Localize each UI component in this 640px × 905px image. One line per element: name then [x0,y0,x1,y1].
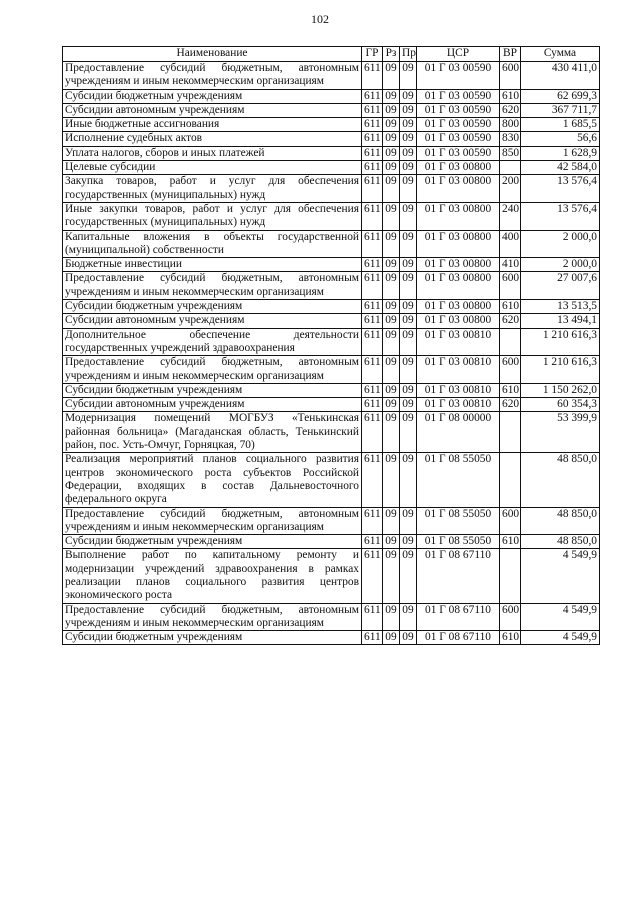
cell-pr: 09 [400,175,417,203]
table-row [63,62,600,90]
cell-amount: 1 210 616,3 [521,356,600,384]
cell-name: Дополнительное обеспечение деятельности государственных учреждений здравоохранения [63,328,362,356]
cell-amount: 27 007,6 [521,272,600,300]
cell-csr: 01 Г 03 00810 [417,398,500,412]
cell-vr: 600 [500,507,521,535]
table-row [63,230,600,258]
cell-amount: 4 549,9 [521,549,600,603]
cell-rz: 09 [383,398,400,412]
table-header-row [63,47,600,62]
cell-gr: 611 [362,603,383,631]
cell-csr: 01 Г 08 00000 [417,412,500,453]
cell-gr: 611 [362,631,383,645]
cell-vr: 600 [500,272,521,300]
cell-amount: 1 210 616,3 [521,328,600,356]
cell-amount: 48 850,0 [521,507,600,535]
cell-gr: 611 [362,230,383,258]
cell-rz: 09 [383,356,400,384]
cell-rz: 09 [383,258,400,272]
cell-gr: 611 [362,146,383,160]
table-row [63,258,600,272]
cell-pr: 09 [400,300,417,314]
cell-name: Субсидии автономным учреждениям [63,103,362,117]
table-row [63,507,600,535]
cell-name: Субсидии бюджетным учреждениям [63,383,362,397]
table-body [63,62,600,645]
budget-table [62,46,600,645]
cell-csr: 01 Г 03 00590 [417,118,500,132]
cell-amount: 2 000,0 [521,230,600,258]
cell-name: Выполнение работ по капитальному ремонту и модернизации учреждений здравоохранения в рамках реализации планов социального развития центров экономического роста [63,549,362,603]
table-row [63,453,600,507]
cell-vr: 610 [500,535,521,549]
cell-name: Модернизация помещений МОГБУЗ «Тенькинская районная больница» (Магаданская область, Тенькинский район, пос. Усть-Омчуг, Горняцкая, 70) [63,412,362,453]
header-csr: ЦСР [417,47,500,62]
cell-csr: 01 Г 03 00810 [417,356,500,384]
table-row [63,383,600,397]
cell-gr: 611 [362,328,383,356]
cell-vr: 610 [500,383,521,397]
cell-csr: 01 Г 08 67110 [417,631,500,645]
cell-name: Субсидии бюджетным учреждениям [63,89,362,103]
cell-name: Предоставление субсидий бюджетным, автономным учреждениям и иным некоммерческим организациям [63,507,362,535]
table-row [63,202,600,230]
header-gr: ГР [362,47,383,62]
cell-vr: 600 [500,62,521,90]
table-row [63,103,600,117]
cell-name: Предоставление субсидий бюджетным, автономным учреждениям и иным некоммерческим организациям [63,603,362,631]
cell-pr: 09 [400,314,417,328]
cell-gr: 611 [362,258,383,272]
cell-pr: 09 [400,453,417,507]
table-row [63,146,600,160]
table-row [63,118,600,132]
cell-gr: 611 [362,356,383,384]
cell-csr: 01 Г 03 00800 [417,161,500,175]
cell-pr: 09 [400,549,417,603]
cell-gr: 611 [362,272,383,300]
cell-csr: 01 Г 03 00800 [417,258,500,272]
cell-amount: 1 150 262,0 [521,383,600,397]
cell-vr: 620 [500,103,521,117]
cell-vr: 240 [500,202,521,230]
header-name: Наименование [63,47,362,62]
cell-name: Субсидии автономным учреждениям [63,314,362,328]
cell-rz: 09 [383,118,400,132]
cell-amount: 13 576,4 [521,175,600,203]
cell-vr [500,453,521,507]
cell-rz: 09 [383,230,400,258]
cell-rz: 09 [383,314,400,328]
cell-amount: 13 494,1 [521,314,600,328]
cell-vr: 620 [500,398,521,412]
cell-name: Субсидии бюджетным учреждениям [63,300,362,314]
cell-csr: 01 Г 03 00810 [417,328,500,356]
cell-vr: 610 [500,631,521,645]
cell-amount: 13 576,4 [521,202,600,230]
table-row [63,412,600,453]
cell-gr: 611 [362,202,383,230]
table-row [63,161,600,175]
cell-name: Бюджетные инвестиции [63,258,362,272]
cell-pr: 09 [400,507,417,535]
cell-vr: 600 [500,356,521,384]
cell-pr: 09 [400,161,417,175]
cell-pr: 09 [400,631,417,645]
header-pr: Пр [400,47,417,62]
cell-csr: 01 Г 03 00800 [417,314,500,328]
cell-amount: 4 549,9 [521,631,600,645]
cell-pr: 09 [400,258,417,272]
cell-pr: 09 [400,535,417,549]
cell-gr: 611 [362,549,383,603]
cell-name: Иные закупки товаров, работ и услуг для обеспечения государственных (муниципальных) нужд [63,202,362,230]
cell-csr: 01 Г 03 00590 [417,146,500,160]
table-row [63,272,600,300]
cell-pr: 09 [400,103,417,117]
cell-amount: 48 850,0 [521,453,600,507]
cell-pr: 09 [400,89,417,103]
cell-vr: 850 [500,146,521,160]
cell-pr: 09 [400,356,417,384]
cell-amount: 62 699,3 [521,89,600,103]
cell-pr: 09 [400,603,417,631]
cell-csr: 01 Г 03 00800 [417,175,500,203]
page-number: 102 [311,12,329,26]
cell-vr [500,549,521,603]
cell-vr: 610 [500,300,521,314]
cell-gr: 611 [362,507,383,535]
cell-rz: 09 [383,62,400,90]
cell-pr: 09 [400,272,417,300]
cell-gr: 611 [362,161,383,175]
cell-csr: 01 Г 03 00590 [417,89,500,103]
cell-vr: 200 [500,175,521,203]
cell-csr: 01 Г 03 00590 [417,62,500,90]
table-row [63,356,600,384]
cell-rz: 09 [383,89,400,103]
table-row [63,314,600,328]
cell-rz: 09 [383,412,400,453]
cell-vr: 610 [500,89,521,103]
cell-csr: 01 Г 03 00800 [417,300,500,314]
cell-gr: 611 [362,300,383,314]
table-row [63,631,600,645]
cell-gr: 611 [362,103,383,117]
header-rz: Рз [383,47,400,62]
table-row [63,300,600,314]
cell-rz: 09 [383,535,400,549]
cell-amount: 4 549,9 [521,603,600,631]
cell-pr: 09 [400,146,417,160]
cell-vr [500,328,521,356]
cell-gr: 611 [362,412,383,453]
cell-name: Субсидии бюджетным учреждениям [63,631,362,645]
cell-rz: 09 [383,383,400,397]
table-row [63,603,600,631]
cell-amount: 60 354,3 [521,398,600,412]
cell-vr: 400 [500,230,521,258]
cell-csr: 01 Г 03 00810 [417,383,500,397]
cell-rz: 09 [383,631,400,645]
cell-rz: 09 [383,549,400,603]
cell-rz: 09 [383,175,400,203]
cell-amount: 2 000,0 [521,258,600,272]
header-vr: ВР [500,47,521,62]
cell-csr: 01 Г 03 00800 [417,230,500,258]
cell-vr: 620 [500,314,521,328]
cell-amount: 430 411,0 [521,62,600,90]
cell-pr: 09 [400,118,417,132]
cell-gr: 611 [362,453,383,507]
cell-csr: 01 Г 03 00590 [417,103,500,117]
cell-rz: 09 [383,603,400,631]
table-row [63,328,600,356]
cell-gr: 611 [362,383,383,397]
table-row [63,535,600,549]
cell-csr: 01 Г 03 00800 [417,272,500,300]
cell-vr: 600 [500,603,521,631]
cell-amount: 1 628,9 [521,146,600,160]
cell-pr: 09 [400,383,417,397]
cell-gr: 611 [362,118,383,132]
cell-pr: 09 [400,412,417,453]
cell-csr: 01 Г 08 67110 [417,549,500,603]
header-amount: Сумма [521,47,600,62]
cell-gr: 611 [362,89,383,103]
cell-vr: 410 [500,258,521,272]
cell-name: Предоставление субсидий бюджетным, автономным учреждениям и иным некоммерческим организациям [63,356,362,384]
cell-pr: 09 [400,398,417,412]
cell-pr: 09 [400,62,417,90]
cell-amount: 1 685,5 [521,118,600,132]
cell-rz: 09 [383,328,400,356]
cell-csr: 01 Г 03 00590 [417,132,500,146]
cell-rz: 09 [383,300,400,314]
cell-name: Капитальные вложения в объекты государственной (муниципальной) собственности [63,230,362,258]
cell-csr: 01 Г 03 00800 [417,202,500,230]
cell-gr: 611 [362,535,383,549]
cell-rz: 09 [383,103,400,117]
table-row [63,175,600,203]
cell-rz: 09 [383,132,400,146]
cell-name: Предоставление субсидий бюджетным, автономным учреждениям и иным некоммерческим организациям [63,62,362,90]
cell-amount: 42 584,0 [521,161,600,175]
cell-name: Исполнение судебных актов [63,132,362,146]
table-row [63,398,600,412]
cell-vr: 800 [500,118,521,132]
cell-csr: 01 Г 08 67110 [417,603,500,631]
cell-rz: 09 [383,202,400,230]
cell-name: Иные бюджетные ассигнования [63,118,362,132]
cell-pr: 09 [400,132,417,146]
cell-amount: 13 513,5 [521,300,600,314]
cell-gr: 611 [362,62,383,90]
cell-vr [500,161,521,175]
cell-amount: 53 399,9 [521,412,600,453]
table-row [63,549,600,603]
cell-pr: 09 [400,230,417,258]
cell-name: Закупка товаров, работ и услуг для обеспечения государственных (муниципальных) нужд [63,175,362,203]
cell-gr: 611 [362,175,383,203]
cell-csr: 01 Г 08 55050 [417,507,500,535]
cell-rz: 09 [383,507,400,535]
cell-amount: 56,6 [521,132,600,146]
cell-name: Субсидии бюджетным учреждениям [63,535,362,549]
cell-rz: 09 [383,272,400,300]
cell-name: Уплата налогов, сборов и иных платежей [63,146,362,160]
cell-rz: 09 [383,453,400,507]
cell-gr: 611 [362,314,383,328]
cell-csr: 01 Г 08 55050 [417,453,500,507]
cell-name: Субсидии автономным учреждениям [63,398,362,412]
cell-pr: 09 [400,202,417,230]
cell-name: Реализация мероприятий планов социального развития центров экономического роста субъектов Российской Федерации, входящих в состав Дальневосточного федерального округа [63,453,362,507]
cell-vr: 830 [500,132,521,146]
cell-gr: 611 [362,132,383,146]
table-row [63,89,600,103]
cell-amount: 48 850,0 [521,535,600,549]
cell-csr: 01 Г 08 55050 [417,535,500,549]
table-row [63,132,600,146]
cell-rz: 09 [383,146,400,160]
cell-rz: 09 [383,161,400,175]
cell-gr: 611 [362,398,383,412]
cell-pr: 09 [400,328,417,356]
cell-name: Предоставление субсидий бюджетным, автономным учреждениям и иным некоммерческим организациям [63,272,362,300]
cell-vr [500,412,521,453]
cell-amount: 367 711,7 [521,103,600,117]
cell-name: Целевые субсидии [63,161,362,175]
